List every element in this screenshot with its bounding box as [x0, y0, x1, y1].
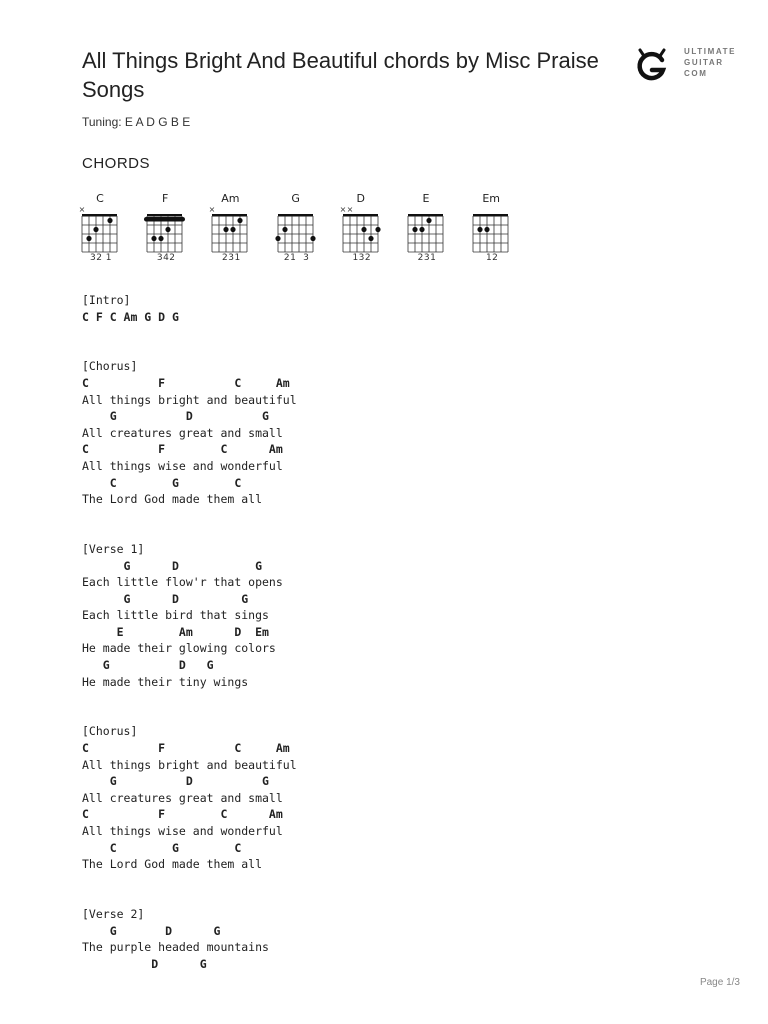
finger-dot — [426, 218, 431, 223]
logo-line-2: GUITAR — [684, 58, 724, 67]
section-header: [Verse 1] — [82, 541, 145, 556]
finger-dot — [361, 227, 366, 232]
finger-dot — [166, 227, 171, 232]
chord-fingering: 12 — [485, 253, 499, 263]
chord-grid — [339, 204, 387, 256]
finger-dot — [412, 227, 417, 232]
chord-nut — [278, 214, 313, 217]
chord-line: C F C Am G D G — [82, 309, 179, 324]
chord-diagram-c[interactable] — [78, 190, 138, 270]
chord-grid — [274, 204, 322, 256]
chord-name: Em — [482, 192, 501, 205]
chord-fingering: 21 3 — [283, 253, 310, 263]
logo-line-3: COM — [684, 69, 708, 78]
blank-line — [82, 873, 297, 890]
chord-line: C F C Am — [82, 807, 283, 822]
finger-dot — [485, 227, 490, 232]
chord-nut — [212, 214, 247, 217]
chord-diagram-em[interactable] — [469, 190, 529, 270]
section-header: [Chorus] — [82, 724, 138, 739]
chord-name: Am — [221, 192, 240, 205]
chord-line: D G — [82, 956, 207, 971]
chord-line: G D G — [82, 591, 249, 606]
chord-name: C — [96, 192, 104, 205]
finger-dot — [107, 218, 112, 223]
ultimate-guitar-logo[interactable] — [632, 44, 752, 84]
chord-nut — [147, 214, 182, 217]
finger-dot — [282, 227, 287, 232]
chord-grid — [143, 204, 191, 256]
lyric-line: All things wise and wonderful — [82, 824, 283, 838]
finger-dot — [478, 227, 483, 232]
chord-diagrams — [78, 190, 678, 270]
lyric-line: All things bright and beautiful — [82, 392, 297, 407]
lyric-line: All things wise and wonderful — [82, 458, 283, 473]
muted-string-marker: × — [346, 205, 354, 214]
chords-section-title: CHORDS — [82, 155, 151, 172]
chord-line: C G C — [82, 475, 242, 490]
chord-diagram-am[interactable] — [208, 190, 268, 270]
finger-dot — [310, 236, 315, 241]
chord-line: G D G — [82, 658, 214, 673]
logo-text — [684, 46, 736, 79]
blank-line — [82, 690, 297, 707]
page-number: Page 1/3 — [699, 977, 740, 988]
song-title: All Things Bright And Beautiful chords by Misc Praise Songs — [82, 48, 599, 102]
chord-nut — [82, 214, 117, 217]
chord-line: G D G — [82, 774, 269, 789]
lyric-line: All things bright and beautiful — [82, 757, 297, 772]
lyric-line: All creatures great and small — [82, 425, 283, 440]
finger-dot — [238, 218, 243, 223]
finger-dot — [275, 236, 280, 241]
chord-diagram-f[interactable] — [143, 190, 203, 270]
lyric-line: Each little flow'r that opens — [82, 575, 283, 590]
lyric-line: The purple headed mountains — [82, 940, 269, 955]
finger-dot — [152, 236, 157, 241]
muted-string-marker: × — [78, 205, 86, 214]
section-header: [Chorus] — [82, 359, 138, 374]
muted-string-marker: × — [339, 205, 347, 214]
lyric-line: Each little bird that sings — [82, 608, 269, 623]
chord-line: C F C Am — [82, 442, 283, 457]
finger-dot — [93, 227, 98, 232]
blank-line — [82, 707, 297, 724]
chord-line: G D G — [82, 923, 221, 938]
blank-line — [82, 508, 297, 525]
finger-dot — [224, 227, 229, 232]
lyric-line: He made their glowing colors — [82, 641, 276, 656]
chord-diagram-e[interactable] — [404, 190, 464, 270]
chord-name: D — [356, 192, 366, 205]
chord-name: F — [162, 192, 169, 205]
chord-diagram-d[interactable] — [339, 190, 399, 270]
chord-nut — [473, 214, 508, 217]
chord-name: G — [291, 192, 300, 205]
tuning-label: Tuning: E A D G B E — [82, 115, 191, 129]
chord-line: G D G — [82, 409, 269, 424]
section-header: [Verse 2] — [82, 906, 145, 921]
lyric-line: He made their tiny wings — [82, 674, 249, 689]
finger-dot — [368, 236, 373, 241]
finger-dot — [159, 236, 164, 241]
section-header: [Intro] — [82, 293, 131, 307]
song-sheet — [82, 292, 297, 972]
chord-fingering: 342 — [156, 253, 176, 263]
finger-dot — [375, 227, 380, 232]
finger-dot — [231, 227, 236, 232]
blank-line — [82, 325, 297, 342]
chord-nut — [343, 214, 378, 217]
ug-logo-icon — [632, 44, 672, 84]
chord-name: E — [422, 192, 430, 205]
chord-diagram-g[interactable] — [274, 190, 334, 270]
blank-line — [82, 889, 297, 906]
chord-fingering: 231 — [222, 253, 241, 263]
lyric-line: All creatures great and small — [82, 790, 283, 805]
chord-line: C F C Am — [82, 375, 290, 390]
logo-line-1: ULTIMATE — [684, 47, 737, 56]
chord-grid — [78, 204, 126, 256]
chord-line: E Am D Em — [82, 624, 269, 639]
chord-line: C G C — [82, 840, 242, 855]
chord-grid — [469, 204, 517, 256]
chord-fingering: 32 1 — [89, 253, 113, 263]
blank-line — [82, 342, 297, 359]
chord-grid — [208, 204, 256, 256]
lyric-line: The Lord God made them all — [82, 492, 263, 507]
chord-barre — [144, 217, 185, 222]
chord-fingering: 231 — [417, 253, 437, 263]
chord-nut — [408, 214, 443, 217]
chord-grid — [404, 204, 452, 256]
finger-dot — [419, 227, 424, 232]
chord-fingering: 132 — [352, 253, 372, 263]
muted-string-marker: × — [209, 205, 216, 214]
lyric-line: The Lord God made them all — [82, 857, 263, 872]
chord-line: C F C Am — [82, 741, 290, 756]
finger-dot — [86, 236, 91, 241]
chord-line: G D G — [82, 558, 263, 573]
blank-line — [82, 524, 297, 541]
